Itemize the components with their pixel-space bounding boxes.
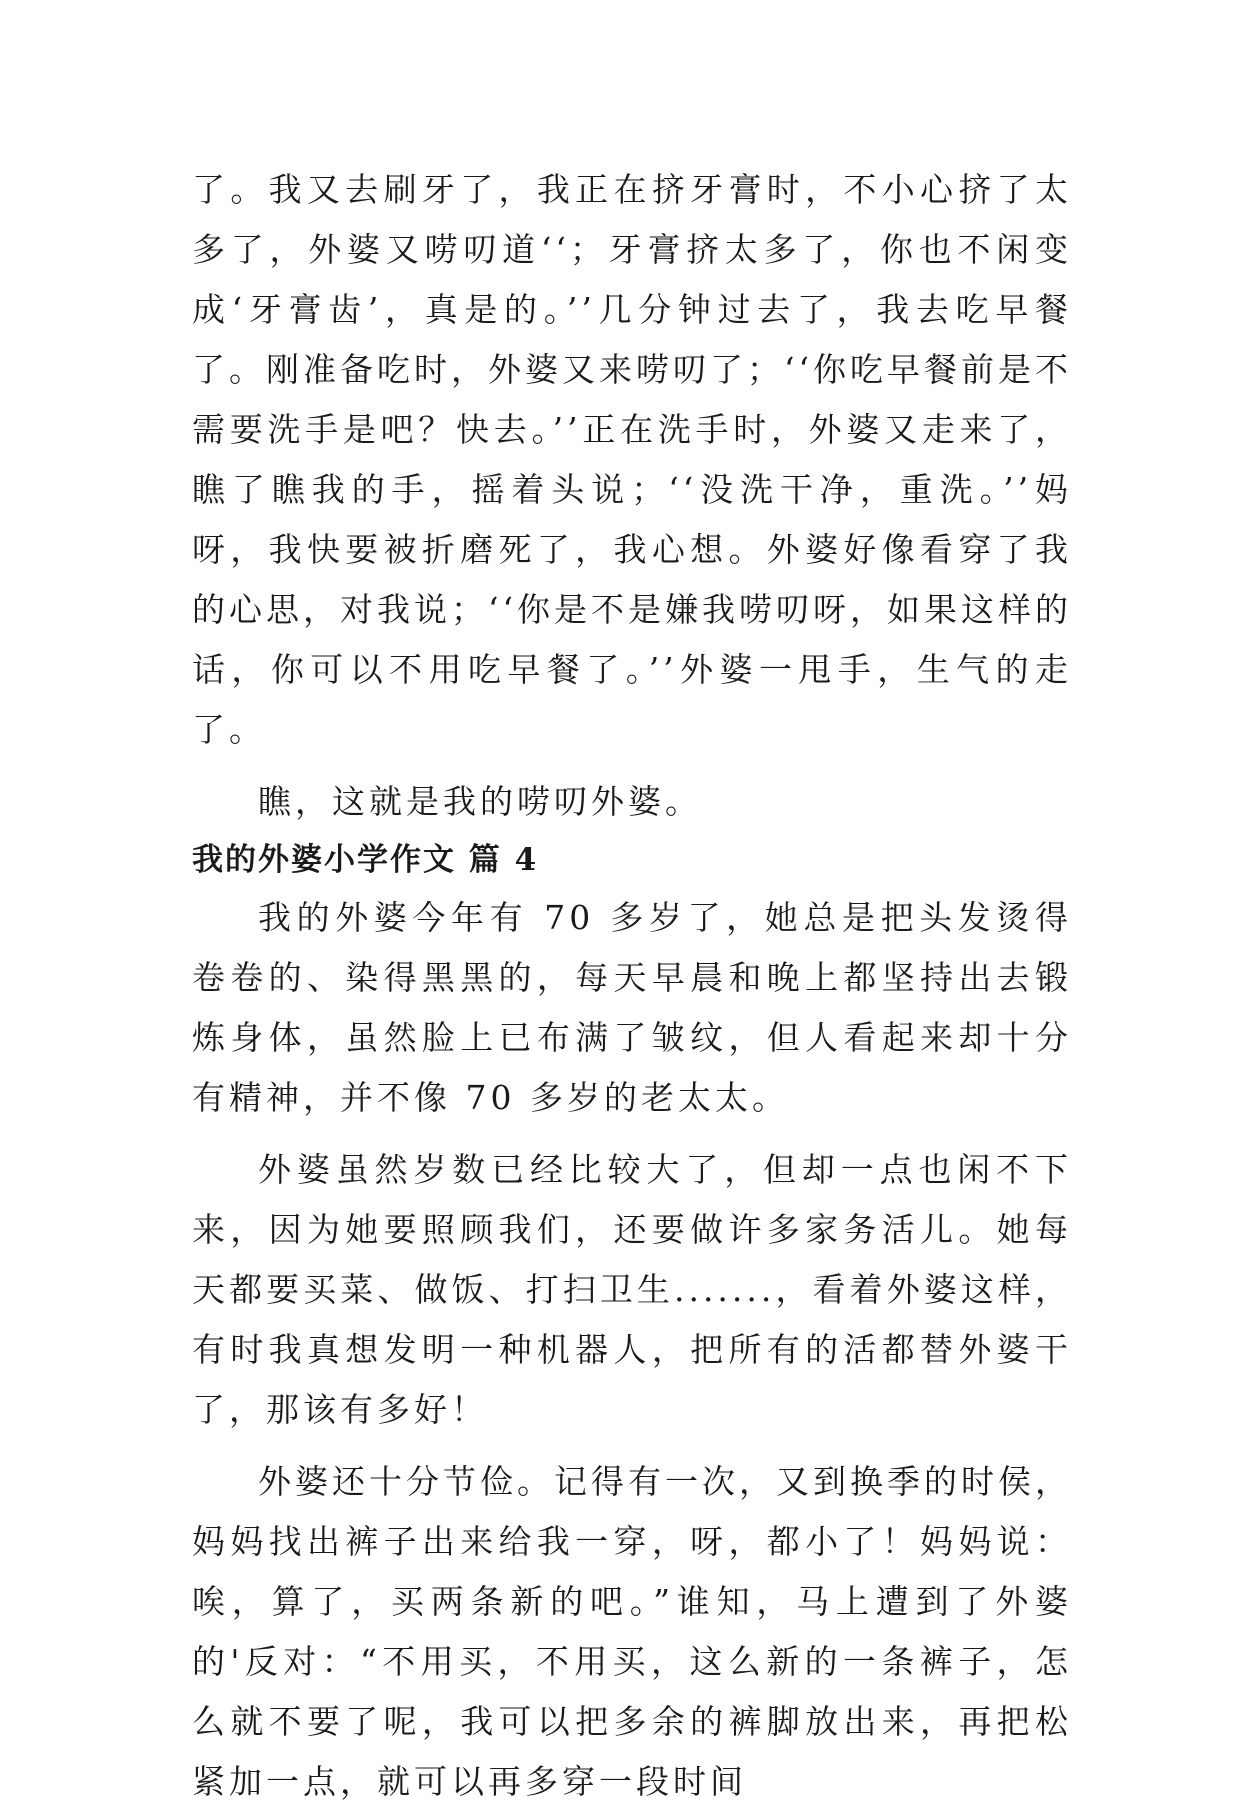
paragraph-busy: 外婆虽然岁数已经比较大了，但却一点也闲不下来，因为她要照顾我们，还要做许多家务活儿。她每天都要买菜、做饭、打扫卫生.......，看着外婆这样，有时我真想发明一种机器人，把所有的活都替外婆干了，那该有多好！ bbox=[192, 1150, 1072, 1429]
paragraph-frugal: 外婆还十分节俭。记得有一次，又到换季的时侯，妈妈找出裤子出来给我一穿，呀，都小了！妈妈说：唉，算了，买两条新的吧。”谁知，马上遭到了外婆的'反对：“不用买，不用买，这么新的一条裤子，怎么就不要了呢，我可以把多余的裤脚放出来，再把松紧加一点，就可以再多穿一段时间 bbox=[192, 1462, 1072, 1801]
section-heading: 我的外婆小学作文 篇 4 bbox=[192, 842, 539, 878]
paragraph-conclusion: 瞧，这就是我的唠叨外婆。 bbox=[258, 782, 702, 821]
document-body bbox=[192, 160, 1072, 1812]
paragraph-intro: 我的外婆今年有 70 多岁了，她总是把头发烫得卷卷的、染得黑黑的，每天早晨和晚上都坚持出去锻炼身体，虽然脸上已布满了皱纹，但人看起来却十分有精神，并不像 70 多岁的老太太。 bbox=[192, 898, 1072, 1117]
paragraph-continuation: 了。我又去刷牙了，我正在挤牙膏时，不小心挤了太多了，外婆又唠叨道‘‘；牙膏挤太多了，你也不闲变成‘牙膏齿’，真是的。’’几分钟过去了，我去吃早餐了。刚准备吃时，外婆又来唠叨了；‘‘你吃早餐前是不需要洗手是吧？快去。’’正在洗手时，外婆又走来了，瞧了瞧我的手，摇着头说；‘‘没洗干净，重洗。’’妈呀，我快要被折磨死了，我心想。外婆好像看穿了我的心思，对我说；‘‘你是不是嫌我唠叨呀，如果这样的话，你可以不用吃早餐了。’’外婆一甩手，生气的走了。 bbox=[192, 170, 1072, 749]
